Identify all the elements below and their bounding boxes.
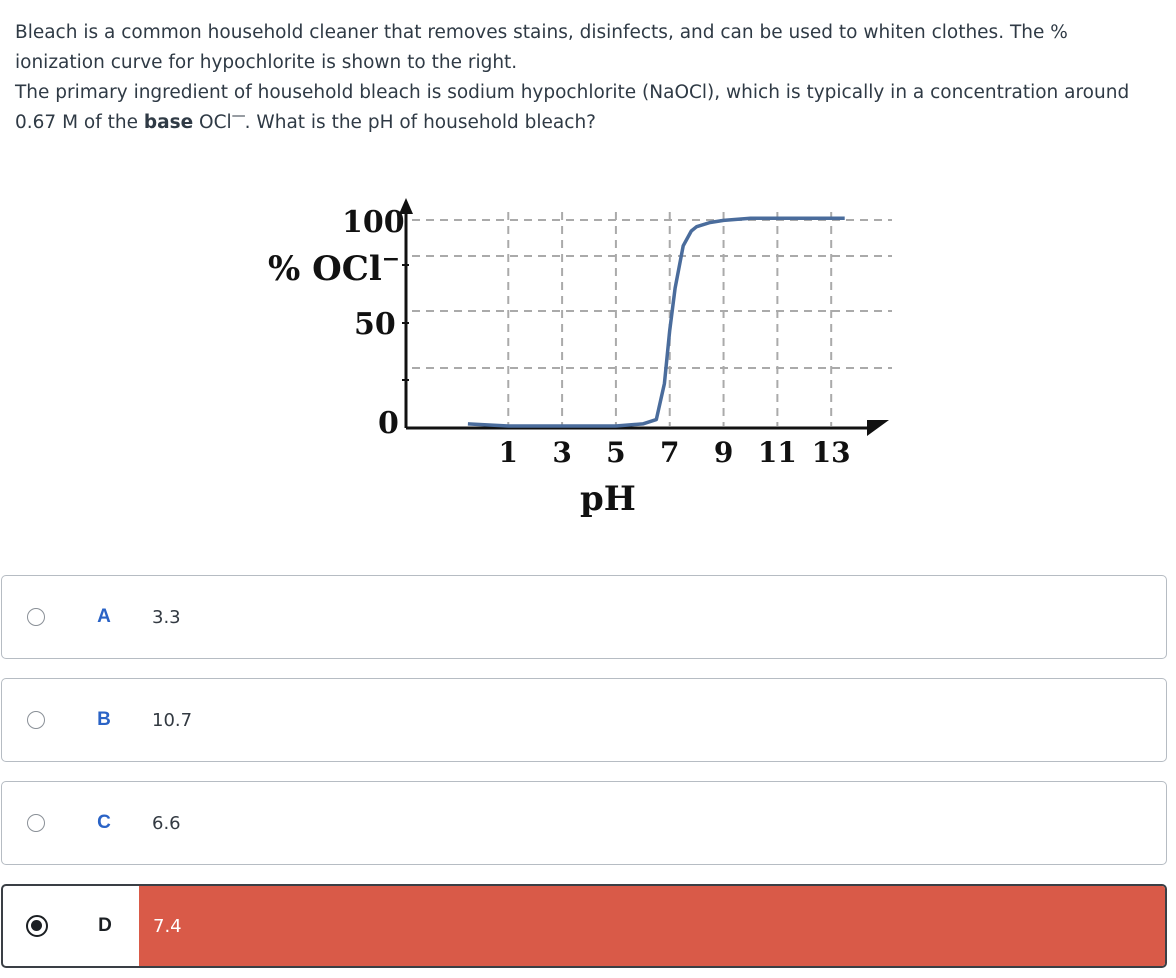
y-axis-label-prefix: % OCl — [268, 249, 382, 289]
x-axis-arrow-icon — [867, 420, 889, 436]
x-tick-label-9: 9 — [713, 436, 734, 469]
option-value-a: 3.3 — [152, 606, 181, 628]
option-letter-c: C — [97, 812, 111, 833]
radio-c-icon[interactable] — [27, 814, 45, 832]
question-ion-name: OCl — [193, 112, 232, 133]
option-value-c: 6.6 — [152, 812, 181, 834]
y-tick-label-100: 100 — [342, 205, 405, 240]
x-axis-label: pH — [580, 479, 636, 519]
option-value-b: 10.7 — [152, 709, 193, 731]
question-text — [15, 18, 1160, 139]
ionization-curve-figure — [262, 190, 912, 530]
chart-axes — [399, 198, 889, 436]
question-ion — [193, 108, 245, 133]
x-tick-label-5: 5 — [606, 436, 626, 469]
question-line-2 — [15, 78, 1160, 139]
x-tick-label-7: 7 — [659, 436, 680, 469]
x-tick-label-3: 3 — [552, 436, 572, 469]
x-tick-labels — [499, 436, 851, 469]
answer-option-a[interactable] — [1, 575, 1167, 659]
chart-grid — [412, 212, 892, 426]
question-line-2-start: The primary ingredient of household bleach is sodium hypochlorite (NaOCl), which is typically in a concentration around 0.67 M of the — [15, 82, 1130, 133]
y-axis-label — [268, 246, 400, 289]
x-tick-label-11: 11 — [757, 436, 797, 469]
answer-option-c[interactable] — [1, 781, 1167, 865]
ionization-curve-line — [468, 218, 845, 426]
option-letter-d: D — [98, 915, 112, 936]
x-tick-label-1: 1 — [498, 436, 519, 469]
option-letter-a: A — [97, 606, 111, 627]
question-line-2-end: . What is the pH of household bleach? — [244, 112, 596, 133]
ionization-chart — [262, 190, 912, 530]
y-tick-label-50: 50 — [354, 307, 396, 342]
y-axis-label-charge: − — [381, 246, 401, 272]
option-letter-b: B — [97, 709, 111, 730]
selected-answer-highlight — [139, 886, 1165, 966]
answer-option-b[interactable] — [1, 678, 1167, 762]
option-value-d: 7.4 — [153, 915, 182, 937]
radio-a-icon[interactable] — [27, 608, 45, 626]
x-tick-label-13: 13 — [811, 436, 851, 469]
question-line-1: Bleach is a common household cleaner that removes stains, disinfects, and can be used to whiten clothes. The % ionization curve for hypochlorite is shown to the right. — [15, 22, 1068, 73]
y-tick-label-0: 0 — [378, 406, 399, 441]
answer-option-d[interactable] — [1, 884, 1167, 968]
question-ion-charge: — — [231, 108, 245, 124]
radio-d-selected-icon[interactable] — [26, 915, 48, 937]
radio-b-icon[interactable] — [27, 711, 45, 729]
question-bold-base: base — [143, 112, 194, 133]
